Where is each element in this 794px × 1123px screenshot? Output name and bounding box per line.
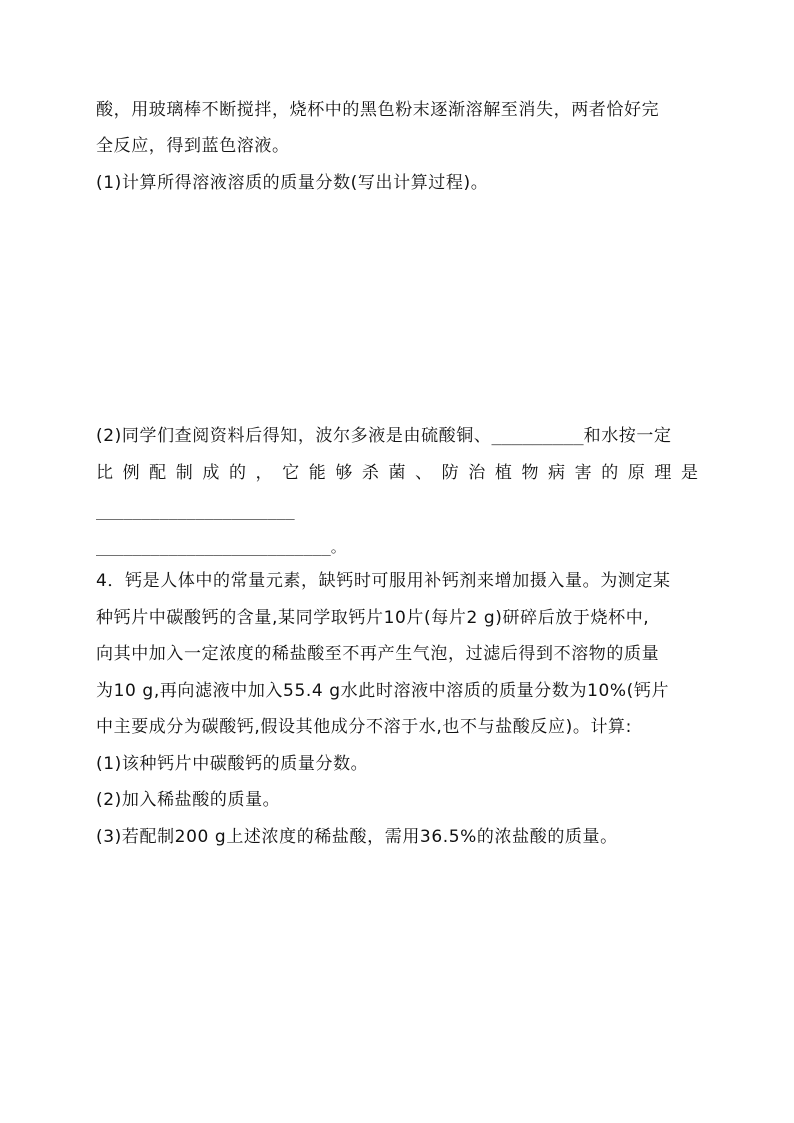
q3-part-2-text-a: (2)同学们查阅资料后得知，波尔多液是由硫酸铜、 xyxy=(96,426,492,446)
q3-part-1: (1)计算所得溶液溶质的质量分数(写出计算过程)。 xyxy=(96,173,489,193)
q4-text-line-1: 4．钙是人体中的常量元素，缺钙时可服用补钙剂来增加摄入量。为测定某 xyxy=(96,571,671,591)
q4-part-1: (1)该种钙片中碳酸钙的质量分数。 xyxy=(96,754,369,774)
q3-part-2-answer-line-1: ______________________ xyxy=(96,502,295,520)
q3-text-line-1: 酸，用玻璃棒不断搅拌，烧杯中的黑色粉末逐渐溶解至消失，两者恰好完 xyxy=(96,100,660,120)
q3-part-2-blank: _________ xyxy=(491,426,584,446)
q3-part-2-line-2: 比例配制成的，它能够杀菌、防治植物病害的原理是 xyxy=(96,463,702,483)
q3-part-2-answer-line-2: __________________________。 xyxy=(96,538,346,556)
q4-part-2: (2)加入稀盐酸的质量。 xyxy=(96,790,281,810)
q3-part-2-line-1 xyxy=(96,425,702,447)
q4-text-line-5: 中主要成分为碳酸钙,假设其他成分不溶于水,也不与盐酸反应)。计算: xyxy=(96,717,632,737)
q4-text-line-2: 种钙片中碳酸钙的含量,某同学取钙片10片(每片2 g)研碎后放于烧杯中, xyxy=(96,608,650,628)
q3-text-line-2: 全反应，得到蓝色溶液。 xyxy=(96,136,290,156)
q3-part-2-text-b: 和水按一定 xyxy=(583,426,672,446)
q4-text-line-4: 为10 g,再向滤液中加入55.4 g水此时溶液中溶质的质量分数为10%(钙片 xyxy=(96,681,670,701)
q4-part-3: (3)若配制200 g上述浓度的稀盐酸，需用36.5%的浓盐酸的质量。 xyxy=(96,827,618,847)
q4-text-line-3: 向其中加入一定浓度的稀盐酸至不再产生气泡，过滤后得到不溶物的质量 xyxy=(96,644,660,664)
